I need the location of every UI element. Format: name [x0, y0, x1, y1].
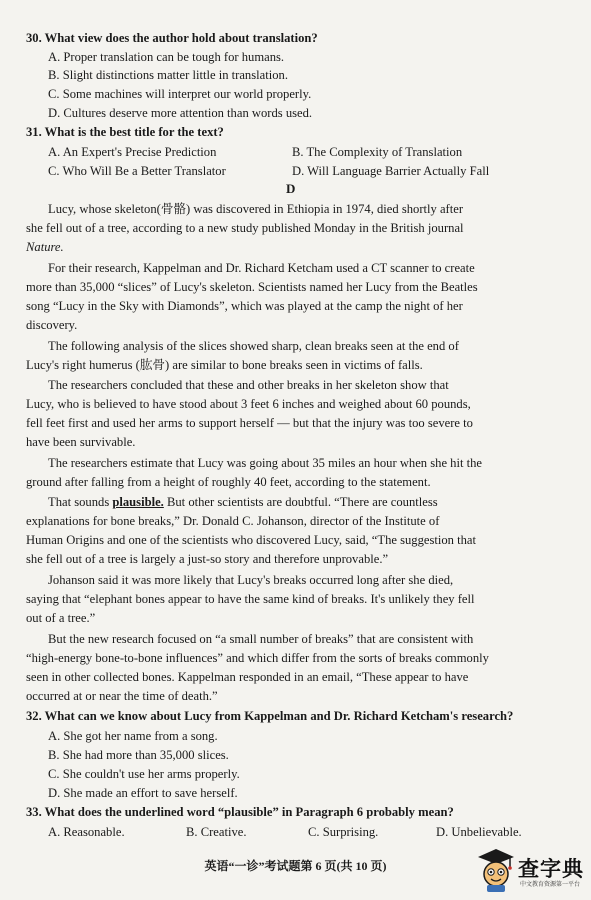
- q30-option-d: D. Cultures deserve more attention than words used.: [48, 106, 313, 120]
- q31-option-b: B. The Complexity of Translation: [292, 145, 463, 159]
- passage-line: occurred at or near the time of death.”: [26, 689, 218, 703]
- q31-option-a: A. An Expert's Precise Prediction: [48, 145, 217, 159]
- q33-option-b: B. Creative.: [186, 825, 247, 839]
- q32-option-b: B. She had more than 35,000 slices.: [48, 748, 229, 762]
- passage-line: out of a tree.”: [26, 611, 96, 625]
- passage-line: ground after falling from a height of roughly 40 feet, according to the statement.: [26, 475, 431, 489]
- q31-option-d: D. Will Language Barrier Actually Fall: [292, 164, 490, 178]
- mascot-icon: [476, 847, 516, 893]
- question-text: 33. What does the underlined word “: [26, 805, 225, 819]
- q32-option-a: A. She got her name from a song.: [48, 729, 218, 743]
- underlined-word-plausible: plausible.: [112, 495, 164, 509]
- passage-line: Human Origins and one of the scientists who discovered Lucy, said, “The suggestion that: [26, 533, 477, 547]
- q32-option-c: C. She couldn't use her arms properly.: [48, 767, 240, 781]
- passage-line: Lucy, whose skeleton(骨骼) was discovered in Ethiopia in 1974, died shortly after: [48, 202, 464, 216]
- passage-text: But other scientists are doubtful. “There are countless: [163, 495, 438, 509]
- question-32-stem: 32. What can we know about Lucy from Kappelman and Dr. Richard Ketcham's research?: [26, 709, 514, 723]
- passage-line: Lucy's right humerus (肱骨) are similar to bone breaks seen in victims of falls.: [26, 358, 423, 372]
- passage-line: The researchers estimate that Lucy was going about 35 miles an hour when she hit the: [48, 456, 483, 470]
- site-logo: [476, 843, 588, 895]
- passage-line: have been survivable.: [26, 435, 136, 449]
- brand-name: 查字典: [518, 857, 584, 881]
- passage-line: more than 35,000 “slices” of Lucy's skeleton. Scientists named her Lucy from the Beatles: [26, 280, 478, 294]
- passage-line: saying that “elephant bones appear to have the same kind of breaks. It's unlikely they fell: [26, 592, 475, 606]
- section-label: D: [286, 181, 296, 196]
- quoted-word: plausible: [224, 805, 273, 819]
- journal-name: Nature.: [26, 240, 64, 254]
- passage-line: discovery.: [26, 318, 78, 332]
- passage-line: she fell out of a tree is largely a just-so story and therefore unprovable.”: [26, 552, 389, 566]
- q32-option-d: D. She made an effort to save herself.: [48, 786, 238, 800]
- passage-line: seen in other collected bones. Kappelman responded in an email, “These appear to have: [26, 670, 469, 684]
- passage-line: The researchers concluded that these and other breaks in her skeleton show that: [48, 378, 449, 392]
- passage-line: she fell out of a tree, according to a new study published Monday in the British journal: [26, 221, 464, 235]
- question-text: ” in Paragraph 6 probably mean?: [272, 805, 454, 819]
- q30-option-b: B. Slight distinctions matter little in translation.: [48, 68, 288, 82]
- brand-tagline: 中文教育资源第一平台: [520, 881, 581, 888]
- question-33-stem: [26, 804, 454, 820]
- passage-text: That sounds: [48, 495, 113, 509]
- passage-line: song “Lucy in the Sky with Diamonds”, which was played at the camp the night of her: [26, 299, 463, 313]
- passage-line: fell feet first and used her arms to support herself — but that the injury was too severe to: [26, 416, 473, 430]
- passage-line: The following analysis of the slices showed sharp, clean breaks seen at the end of: [48, 339, 459, 353]
- q33-option-d: D. Unbelievable.: [436, 825, 522, 839]
- q33-option-c: C. Surprising.: [308, 825, 379, 839]
- page-footer: 英语“一诊”考试题第 6 页(共 10 页): [204, 859, 387, 873]
- passage-line: Lucy, who is believed to have stood about 3 feet 6 inches and weighed about 60 pounds,: [26, 397, 471, 411]
- passage-line: explanations for bone breaks,” Dr. Donald C. Johanson, director of the Institute of: [26, 514, 440, 528]
- q30-option-c: C. Some machines will interpret our world properly.: [48, 87, 312, 101]
- passage-line: “high-energy bone-to-bone influences” and which differ from the sorts of breaks commonly: [26, 651, 489, 665]
- q31-option-c: C. Who Will Be a Better Translator: [48, 164, 226, 178]
- passage-line: [48, 494, 438, 510]
- q33-option-a: A. Reasonable.: [48, 825, 125, 839]
- passage-line: But the new research focused on “a small number of breaks” that are consistent with: [48, 632, 474, 646]
- question-30-stem: 30. What view does the author hold about translation?: [26, 31, 318, 45]
- q30-option-a: A. Proper translation can be tough for humans.: [48, 50, 285, 64]
- passage-line: Johanson said it was more likely that Lucy's breaks occurred long after she died,: [48, 573, 454, 587]
- passage-line: For their research, Kappelman and Dr. Richard Ketcham used a CT scanner to create: [48, 261, 475, 275]
- question-31-stem: 31. What is the best title for the text?: [26, 125, 224, 139]
